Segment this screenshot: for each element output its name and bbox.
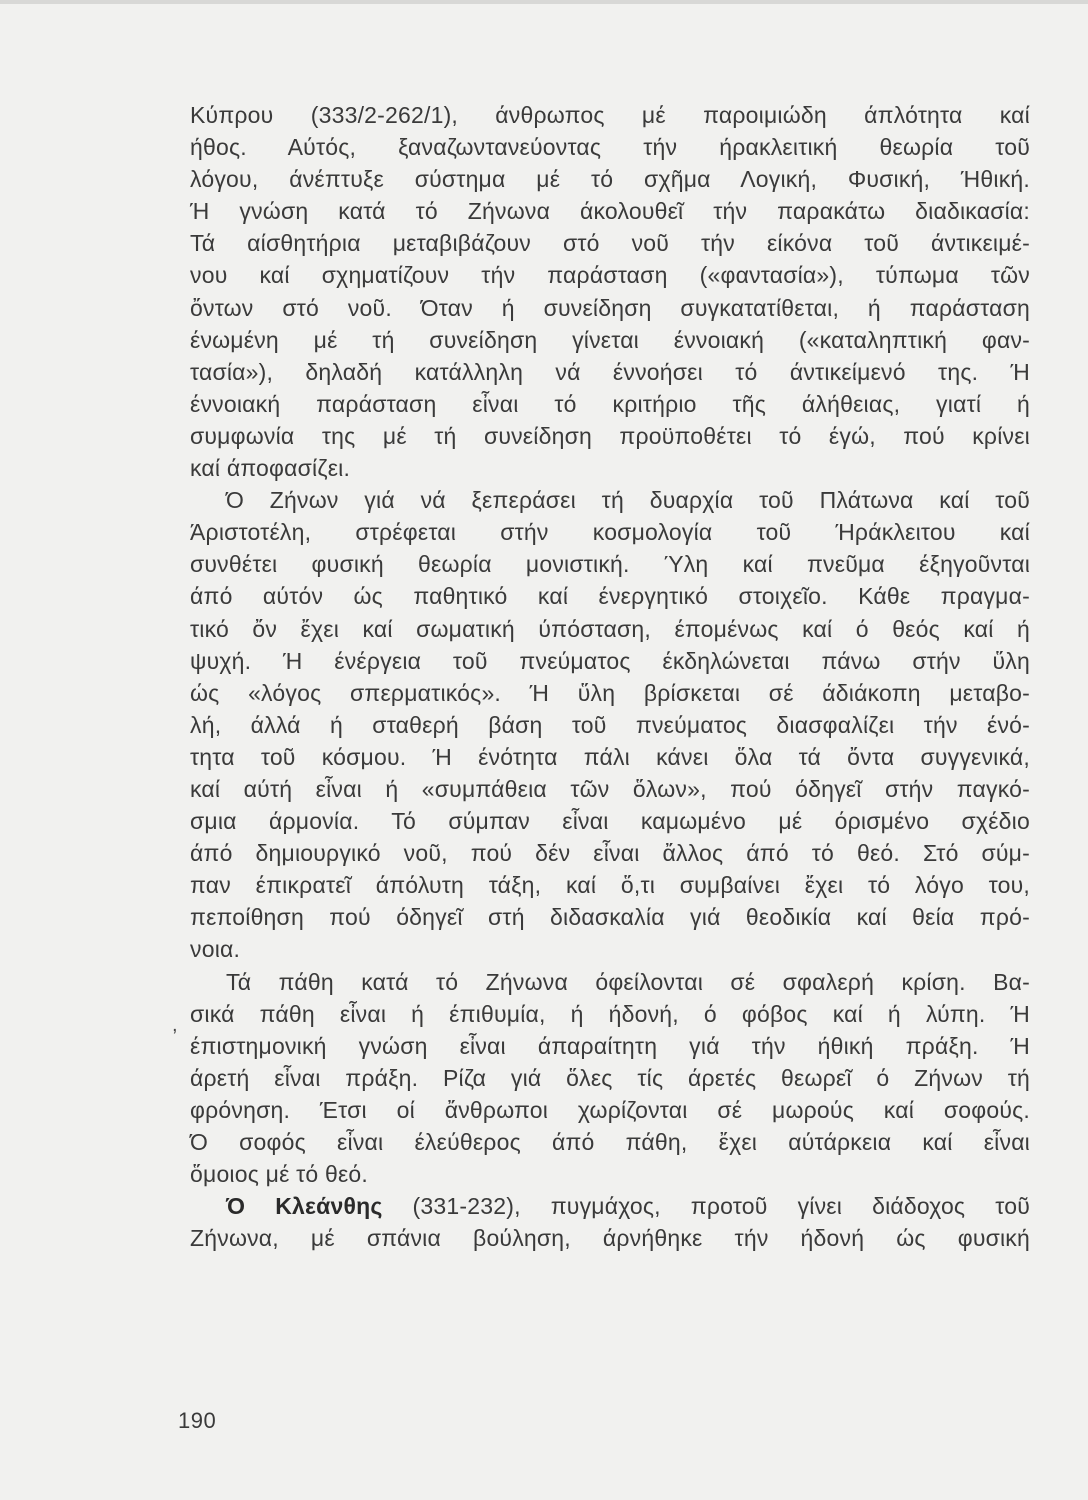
text-line: ὄντων στό νοῦ. Όταν ή συνείδηση συγκατατίθεται, ή παράσταση [190,294,1030,321]
text-line [190,1190,1030,1222]
text-line: καί αύτή εἶναι ή «συμπάθεια τῶν ὅλων», πού όδηγεῖ στήν παγκό- [190,775,1030,802]
text-line: νου καί σχηματίζουν τήν παράσταση («φαντασία»), τύπωμα τῶν [190,262,1030,289]
text-line: Άριστοτέλη, στρέφεται στήν κοσμολογία τοῦ Ήράκλειτου καί [190,519,1030,546]
text-line: τητα τοῦ κόσμου. Ή ένότητα πάλι κάνει ὅλα τά ὄντα συγγενικά, [190,743,1030,770]
text-line: σμια άρμονία. Τό σύμπαν εἶναι καμωμένο μέ όρισμένο σχέδιο [190,808,1030,835]
text-line: έννοιακή παράσταση εἶναι τό κριτήριο τῆς άλήθειας, γιατί ή [190,390,1030,417]
text-line: τασία»), δηλαδή κατάλληλη νά έννοήσει τό άντικείμενό της. Ή [190,358,1030,385]
text-line: άρετή εἶναι πράξη. Ρίζα γιά ὅλες τίς άρετές θεωρεῖ ό Ζήνων τή [190,1064,1030,1091]
text-line: άπό δημιουργικό νοῦ, πού δέν εἶναι ἄλλος άπό τό θεό. Στό σύμ- [190,840,1030,867]
text-line: λόγου, άνέπτυξε σύστημα μέ τό σχῆμα Λογική, Φυσική, Ήθική. [190,166,1030,193]
text-line: καί άποφασίζει. [190,455,351,482]
text-line: νοια. [190,936,241,963]
text-line: σικά πάθη εἶναι ή έπιθυμία, ή ήδονή, ό φόβος καί ή λύπη. Ή [190,1000,1030,1027]
text-line: Ό Ζήνων γιά νά ξεπεράσει τή δυαρχία τοῦ Πλάτωνα καί τοῦ [226,487,1030,514]
text-line: συνθέτει φυσική θεωρία μονιστική. Ύλη καί πνεῦμα έξηγοῦνται [190,551,1030,578]
text-line: άπό αύτόν ώς παθητικό καί ένεργητικό στοιχεῖο. Κάθε πραγμα- [190,583,1030,610]
text-span: (331-232), πυγμάχος, προτοῦ γίνει διάδοχος τοῦ [382,1193,1030,1220]
text-line: Κύπρου (333/2-262/1), άνθρωπος μέ παροιμιώδη άπλότητα καί [190,102,1030,128]
text-line: ὅμοιος μέ τό θεό. [190,1161,369,1188]
stray-mark: , [172,1014,178,1036]
text-line: έπιστημονική γνώση εἶναι άπαραίτητη γιά τήν ήθική πράξη. Ή [190,1032,1030,1059]
person-name-bold: Ό Κλεάνθης [226,1193,383,1220]
text-line: Ζήνωνα, μέ σπάνια βούληση, άρνήθηκε τήν ήδονή ώς φυσική [190,1225,1030,1252]
text-line: συμφωνία της μέ τή συνείδηση προϋποθέτει τό έγώ, πού κρίνει [190,422,1030,449]
text-line: τικό ὄν ἔχει καί σωματική ύπόσταση, έπομένως καί ό θεός καί ή [190,615,1030,642]
body-text [190,99,1030,1254]
page-top-edge [0,0,1088,4]
text-line: ψυχή. Ή ένέργεια τοῦ πνεύματος έκδηλώνεται πάνω στήν ὕλη [190,647,1030,674]
text-line: ήθος. Αύτός, ξαναζωντανεύοντας τήν ήρακλειτική θεωρία τοῦ [190,134,1030,161]
text-line: λή, άλλά ή σταθερή βάση τοῦ πνεύματος διασφαλίζει τήν ένό- [190,711,1030,738]
text-line: φρόνηση. Έτσι οί ἄνθρωποι χωρίζονται σέ μωρούς καί σοφούς. [190,1096,1030,1123]
text-line: Τά αίσθητήρια μεταβιβάζουν στό νοῦ τήν είκόνα τοῦ άντικειμέ- [190,230,1030,257]
text-line: ώς «λόγος σπερματικός». Ή ὕλη βρίσκεται σέ άδιάκοπη μεταβο- [190,679,1030,706]
text-line: Ό σοφός εἶναι έλεύθερος άπό πάθη, ἔχει αύτάρκεια καί εἶναι [190,1129,1030,1155]
text-line: Τά πάθη κατά τό Ζήνωνα όφείλονται σέ σφαλερή κρίση. Βα- [226,968,1030,995]
text-line: πεποίθηση πού όδηγεῖ στή διδασκαλία γιά θεοδικία καί θεία πρό- [190,904,1030,931]
text-line: ένωμένη μέ τή συνείδηση γίνεται έννοιακή («καταληπτική φαν- [190,326,1030,353]
text-line: Ή γνώση κατά τό Ζήνωνα άκολουθεῖ τήν παρακάτω διαδικασία: [190,198,1030,225]
text-line: παν έπικρατεῖ άπόλυτη τάξη, καί ὅ,τι συμβαίνει ἔχει τό λόγο του, [190,872,1030,899]
page-number: 190 [178,1408,217,1433]
